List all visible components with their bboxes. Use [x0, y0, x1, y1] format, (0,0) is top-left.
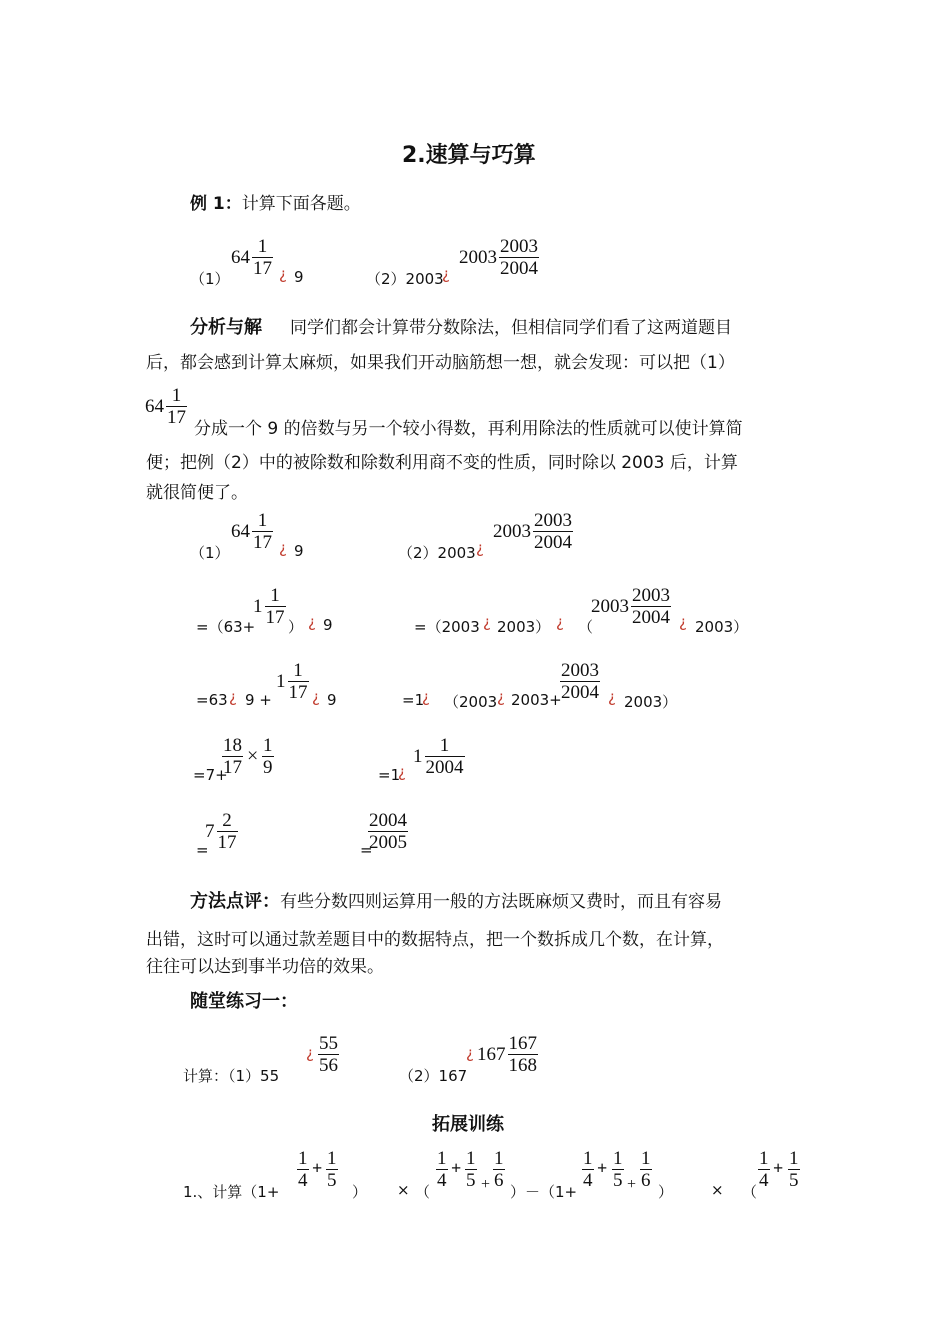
analysis-line3: 分成一个 9 的倍数与另一个较小得数，再利用除法的性质就可以使计算简: [194, 419, 743, 439]
ex1-q1-divisor: 9: [294, 268, 304, 286]
r3-right-fraction: [558, 660, 600, 703]
denominator: 6: [494, 1170, 504, 1191]
r3-right-text-b: （2003: [444, 693, 498, 711]
numerator: 1: [257, 236, 268, 257]
whole: 1: [253, 595, 263, 617]
whole: 1: [413, 745, 423, 767]
analysis-line2: 后，都会感到计算太麻烦，如果我们开动脑筋想一想，就会发现：可以把（1）: [146, 353, 735, 373]
r2-right-text-c: （: [578, 618, 594, 636]
denominator: 5: [789, 1170, 799, 1191]
r3-left-text-a: =63: [196, 691, 228, 709]
numerator: 1: [437, 1148, 447, 1169]
denominator: 2005: [369, 832, 407, 853]
example1-text: 计算下面各题。: [241, 194, 361, 214]
whole: 1: [276, 670, 286, 692]
numerator: 1: [327, 1148, 337, 1169]
ext-times2: ×: [711, 1181, 724, 1199]
r3-right-text-a: =1: [402, 691, 425, 709]
sol1-mixed-fraction: [231, 510, 273, 553]
denominator: 4: [759, 1170, 769, 1191]
r2-right-mixed-fraction: [591, 585, 671, 628]
r4-left-fraction2: [262, 735, 274, 778]
r4-left-text-a: =7+: [193, 766, 228, 784]
r3-right-text-d: 2003）: [624, 693, 678, 711]
analysis-line4: 便；把例（2）中的被除数和除数利用商不变的性质，同时除以 2003 后，计算: [146, 453, 738, 473]
whole: 2003: [459, 246, 497, 268]
example1-heading: [190, 189, 361, 214]
numerator: 1: [789, 1148, 799, 1169]
times-sign: ×: [247, 745, 259, 767]
ext-f7: [612, 1148, 624, 1191]
numerator: 1: [613, 1148, 623, 1169]
denominator: 5: [466, 1170, 476, 1191]
method-line1: 方法点评：有些分数四则运算用一般的方法既麻烦又费时，而且有容易: [190, 891, 722, 912]
r3-right-operator3: ¿: [608, 688, 616, 706]
whole: 167: [477, 1043, 506, 1065]
denominator: 2004: [632, 607, 670, 628]
ex1-q2-mixed-fraction: [459, 236, 539, 279]
ext-times1: ×: [397, 1181, 410, 1199]
practice-p2-mixed-fraction: [477, 1033, 538, 1076]
denominator: 5: [613, 1170, 623, 1191]
numerator: 1: [641, 1148, 651, 1169]
sol2-prefix: （2）2003: [398, 544, 476, 562]
denominator: 4: [583, 1170, 593, 1191]
ext-f2: [326, 1148, 338, 1191]
r4-right-operator: ¿: [398, 763, 406, 781]
numerator: 1: [583, 1148, 593, 1169]
sol2-operator: ¿: [476, 539, 484, 557]
ext-prefix: 1.、计算（1+: [183, 1183, 280, 1201]
ex1-q1-prefix: （1）: [190, 270, 230, 288]
numerator: 2003: [561, 660, 599, 681]
practice-p2-operator: ¿: [466, 1044, 474, 1062]
r3-left-operator2: ¿: [312, 688, 320, 706]
analysis-label: 分析与解: [190, 317, 262, 338]
practice-p2-prefix: （2）167: [399, 1067, 468, 1085]
ex1-q2-prefix: （2）2003: [366, 270, 444, 288]
r5-left-text-a: =: [196, 841, 209, 859]
numerator: 2004: [369, 810, 407, 831]
denominator: 5: [327, 1170, 337, 1191]
r2-right-operator2: ¿: [556, 613, 564, 631]
denominator: 17: [253, 532, 272, 553]
denominator: 17: [167, 407, 186, 428]
r2-left-mixed-fraction: [253, 585, 286, 628]
r5-right-fraction: [368, 810, 408, 853]
numerator: 55: [319, 1033, 338, 1054]
ex1-q1-mixed-fraction: [231, 236, 273, 279]
example1-label: 例 1：: [190, 194, 242, 214]
r3-left-text-b: 9 +: [245, 691, 272, 709]
sol2-mixed-fraction: [493, 510, 573, 553]
r2-right-operator3: ¿: [679, 613, 687, 631]
denominator: 168: [508, 1055, 537, 1076]
numerator: 18: [223, 735, 242, 756]
numerator: 167: [508, 1033, 537, 1054]
ext-f4: [465, 1148, 477, 1191]
denominator: 4: [298, 1170, 308, 1191]
numerator: 1: [439, 735, 450, 756]
analysis-inline-fraction: [145, 385, 187, 428]
practice-p1-operator: ¿: [306, 1044, 314, 1062]
whole: 2003: [591, 595, 629, 617]
ex1-q1-operator: ¿: [279, 265, 287, 283]
ext-close2: ）: [658, 1183, 674, 1201]
r3-left-mixed-fraction: [276, 660, 309, 703]
ext-f3: [436, 1148, 448, 1191]
plus-sign: +: [597, 1158, 608, 1178]
r2-right-text-b: 2003）: [497, 618, 551, 636]
r2-right-text-a: =（2003: [414, 618, 480, 636]
plus-sign: +: [312, 1158, 323, 1178]
ext-open2: （: [415, 1183, 431, 1201]
ext-f6: [582, 1148, 594, 1191]
sol1-operator: ¿: [279, 539, 287, 557]
denominator: 9: [263, 757, 273, 778]
ext-close1: ）: [352, 1183, 368, 1201]
numerator: 1: [257, 510, 268, 531]
practice-prefix: 计算：（1）55: [183, 1067, 280, 1085]
denominator: 17: [217, 832, 237, 853]
page-title: 2.速算与巧算: [402, 143, 536, 168]
ex1-q2-operator: ¿: [442, 265, 450, 283]
numerator: 2003: [632, 585, 670, 606]
denominator: 17: [223, 757, 242, 778]
denominator: 17: [253, 258, 272, 279]
analysis-line5: 就很简便了。: [146, 483, 248, 503]
r2-left-text-b: ）: [288, 618, 304, 636]
method-label: 方法点评：: [190, 891, 280, 912]
plus-sign: +: [451, 1158, 462, 1178]
whole: 64: [231, 246, 250, 268]
numerator: 1: [466, 1148, 476, 1169]
ext-mid: ）－（1+: [510, 1183, 578, 1201]
numerator: 1: [298, 1148, 308, 1169]
r2-right-operator1: ¿: [483, 613, 491, 631]
ext-f10: [788, 1148, 800, 1191]
r4-right-mixed-fraction: [413, 735, 465, 778]
numerator: 2: [222, 810, 232, 831]
r2-left-operator: ¿: [308, 613, 316, 631]
practice-heading: 随堂练习一：: [190, 991, 298, 1012]
r3-right-text-c: 2003+: [511, 691, 562, 709]
r5-right-text-a: =: [360, 841, 373, 859]
r3-left-divisor: 9: [327, 691, 337, 709]
r4-left-fraction1: [222, 735, 243, 778]
r3-right-operator1: ¿: [422, 688, 430, 706]
r2-left-text-a: =（63+: [196, 618, 256, 636]
denominator: 2004: [561, 682, 599, 703]
numerator: 1: [759, 1148, 769, 1169]
numerator: 1: [494, 1148, 504, 1169]
numerator: 1: [171, 385, 182, 406]
r3-right-operator2: ¿: [497, 688, 505, 706]
numerator: 1: [293, 660, 303, 681]
denominator: 56: [319, 1055, 338, 1076]
r5-left-mixed-fraction: [205, 810, 238, 853]
denominator: 6: [641, 1170, 651, 1191]
numerator: 2003: [534, 510, 572, 531]
ext-open3: （: [742, 1183, 758, 1201]
sol1-prefix: （1）: [190, 544, 230, 562]
r4-right-text-a: =1: [378, 766, 401, 784]
whole: 7: [205, 820, 215, 842]
ext-f1: [297, 1148, 309, 1191]
r2-right-text-d: 2003）: [695, 618, 749, 636]
ext-f8: [640, 1148, 652, 1191]
r2-left-divisor: 9: [323, 616, 333, 634]
denominator: 2004: [425, 757, 464, 778]
method-line2: 出错，这时可以通过款差题目中的数据特点，把一个数拆成几个数，在计算，: [146, 930, 724, 950]
denominator: 2004: [500, 258, 538, 279]
plus-sign: +: [627, 1176, 637, 1193]
whole: 64: [145, 395, 164, 417]
r3-left-operator1: ¿: [229, 688, 237, 706]
method-line3: 往往可以达到事半功倍的效果。: [146, 957, 384, 977]
plus-sign: +: [773, 1158, 784, 1178]
denominator: 4: [437, 1170, 447, 1191]
numerator: 1: [270, 585, 280, 606]
ext-f5: [493, 1148, 505, 1191]
whole: 2003: [493, 520, 531, 542]
denominator: 17: [265, 607, 285, 628]
denominator: 17: [288, 682, 308, 703]
numerator: 1: [263, 735, 273, 756]
whole: 64: [231, 520, 250, 542]
plus-sign: +: [481, 1176, 491, 1193]
numerator: 2003: [500, 236, 538, 257]
ext-f9: [758, 1148, 770, 1191]
extension-heading: 拓展训练: [432, 1114, 504, 1135]
sol1-divisor: 9: [294, 542, 304, 560]
practice-p1-fraction: [318, 1033, 339, 1076]
analysis-line1: 分析与解 同学们都会计算带分数除法，但相信同学们看了这两道题目: [190, 317, 732, 338]
denominator: 2004: [534, 532, 572, 553]
